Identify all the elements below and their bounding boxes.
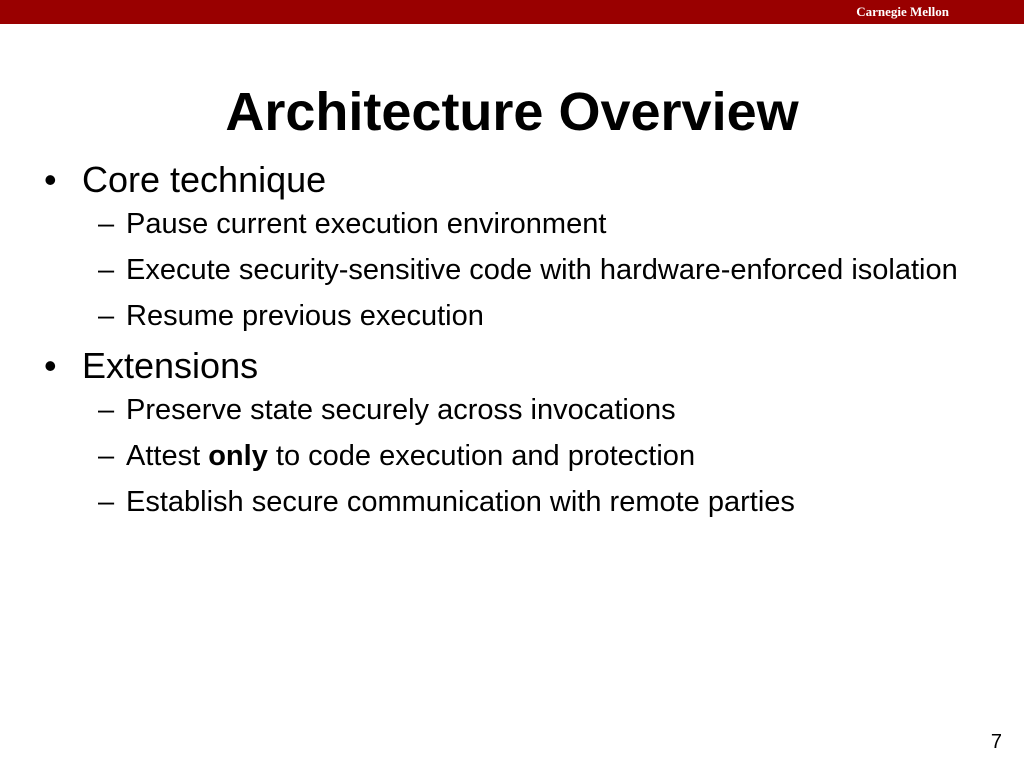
slide-title: Architecture Overview (225, 82, 799, 142)
sub-bullet-item (44, 298, 984, 335)
dash-marker: – (98, 486, 115, 518)
dash-marker: – (98, 300, 115, 332)
emphasis-word: only (208, 440, 268, 472)
dash-marker: – (98, 254, 115, 286)
sub-bullet-list (44, 206, 984, 335)
sub-bullet-item (44, 206, 984, 243)
sub-bullet-text: Resume previous execution (126, 300, 484, 332)
sub-bullet-text-start: Attest (126, 440, 209, 472)
header-bar (0, 0, 1024, 24)
sub-bullet-text: Execute security-sensitive code with hardware-enforced isolation (126, 254, 958, 286)
sub-bullet-text: Pause current execution environment (126, 208, 607, 240)
sub-bullet-text: Establish secure communication with remote parties (126, 486, 795, 518)
bullet-text: Core technique (82, 159, 327, 200)
dash-marker: – (98, 208, 115, 240)
sub-bullet-item (44, 438, 984, 475)
slide-body (44, 158, 984, 530)
bullet-item (44, 344, 984, 388)
bullet-section (44, 344, 984, 521)
sub-bullet-item (44, 484, 984, 521)
sub-bullet-list (44, 392, 984, 521)
bullet-text: Extensions (82, 345, 259, 386)
sub-bullet-text (126, 440, 695, 472)
page-number: 7 (990, 731, 1002, 753)
sub-bullet-item (44, 392, 984, 429)
dash-marker: – (98, 440, 115, 472)
sub-bullet-text: Preserve state securely across invocations (126, 394, 676, 426)
university-logo: Carnegie Mellon (856, 4, 949, 19)
bullet-section (44, 158, 984, 335)
bullet-dot: • (44, 345, 57, 386)
bullet-item (44, 158, 984, 202)
bullet-dot: • (44, 159, 57, 200)
sub-bullet-item (44, 252, 984, 289)
sub-bullet-text-end: to code execution and protection (267, 440, 696, 472)
dash-marker: – (98, 394, 115, 426)
